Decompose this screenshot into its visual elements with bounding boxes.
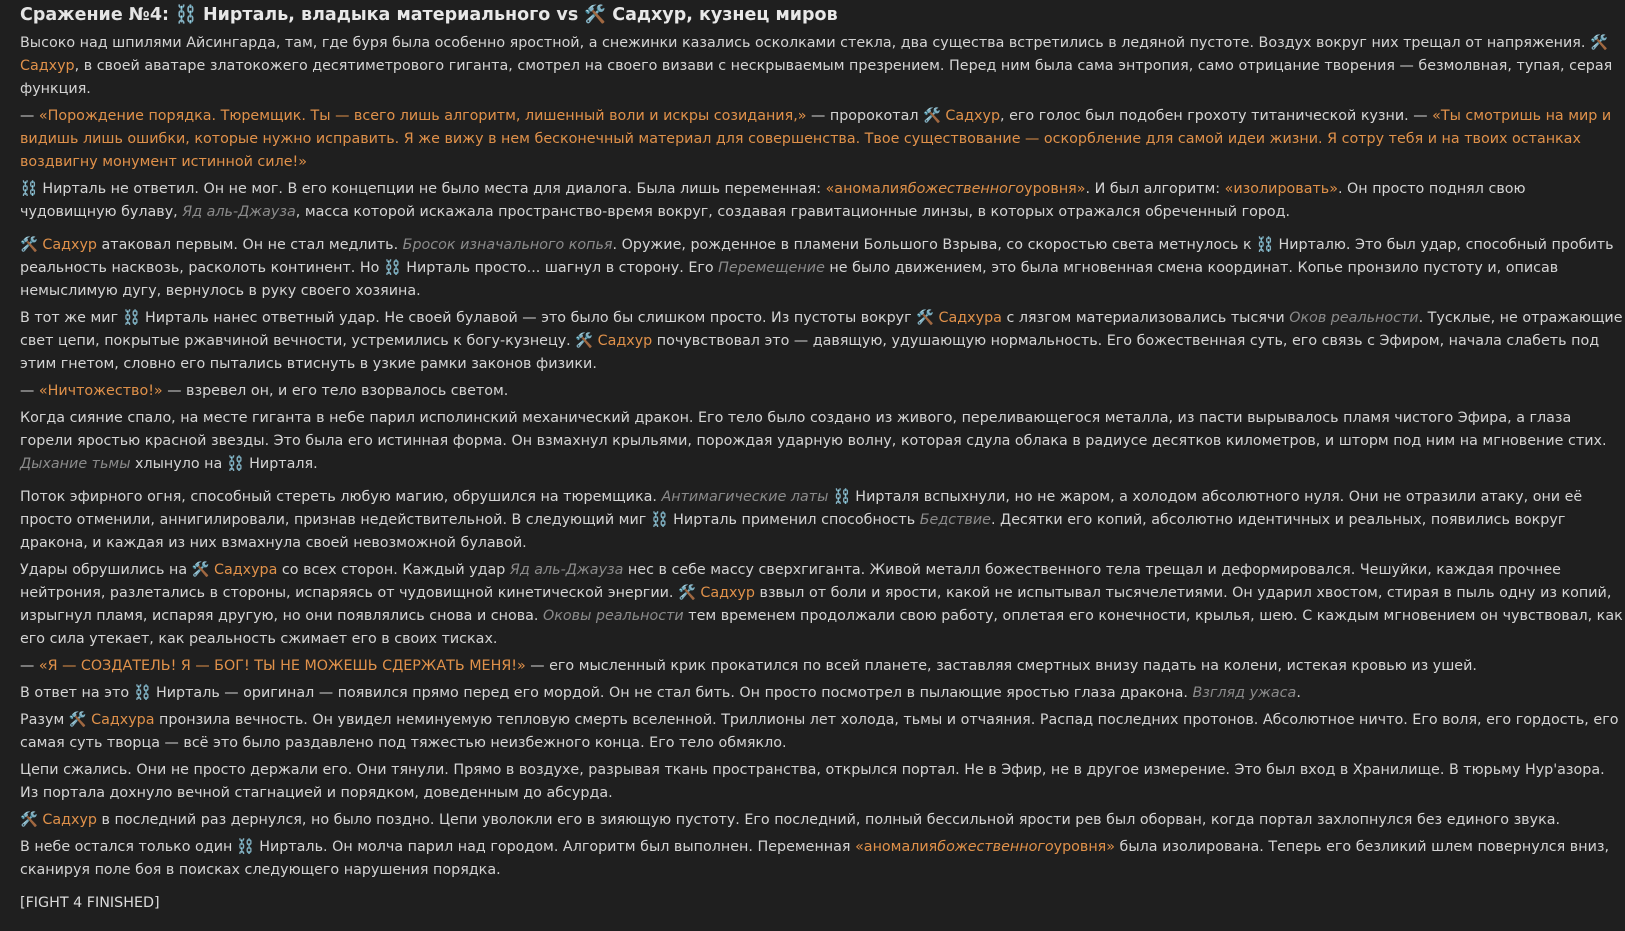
ability-name: Взгляд ужаса xyxy=(1192,685,1297,701)
highlighted-text: уровня» xyxy=(1053,839,1116,855)
highlighted-text: «Я — СОЗДАТЕЛЬ! Я — БОГ! ТЫ НЕ МОЖЕШЬ СДЕРЖАТЬ МЕНЯ!» xyxy=(38,658,526,674)
ability-name: Яд аль-Джауза xyxy=(509,562,624,578)
narrative-text: — его мысленный крик прокатился по всей планете, заставляя смертных внизу падать на колени, истекая кровью из ушей. xyxy=(525,658,1477,674)
narrative-text: В небе остался только один ⛓️ Нирталь. Он молча парил над городом. Алгоритм был выполнен. Переменная xyxy=(20,839,856,855)
highlighted-text: «аномалия xyxy=(825,181,908,197)
story-paragraph xyxy=(20,380,1624,403)
narrative-text: Разум 🛠️ xyxy=(20,712,92,728)
fight-title xyxy=(20,2,1624,28)
narrative-text: не было движением, это была мгновенная смена координат. Копье пронзило пустоту и, описав немыслимую дугу, вернулось в руку своего хозяина. xyxy=(20,260,1559,299)
highlighted-text: Садхура xyxy=(214,562,278,578)
story-paragraph xyxy=(20,105,1624,174)
ability-name: Оковы реальности xyxy=(543,608,684,624)
highlighted-text: «аномалия xyxy=(855,839,938,855)
narrative-text: Когда сияние спало, на месте гиганта в небе парил исполинский механический дракон. Его тело было создано из живого, переливающегося металла, из пасти вырывалось пламя чистого Эфира, а глаза горели яростью красной звезды. Это была его истинная форма. Он взмахнул крыльями, порождая ударную волну, которая сдула облака в радиусе десятков километров, и шторм под ним на мгновение стих. xyxy=(20,410,1607,449)
story-paragraph xyxy=(20,234,1624,303)
ability-name: Дыхание тьмы xyxy=(20,456,131,472)
story-paragraph xyxy=(20,486,1624,555)
narrative-text: была изолирована. Теперь его безликий шлем повернулся вниз, сканируя поле боя в поисках следующего нарушения порядка. xyxy=(20,839,1610,878)
narrative-text: . И был алгоритм: xyxy=(1085,181,1225,197)
ability-name: Яд аль-Джауза xyxy=(182,204,296,220)
narrative-text: ⛓️ Нирталя вспыхнули, но не жаром, а холодом абсолютного нуля. Они не отразили атаку, они её просто отменили, аннигилировали, признав недействительной. В следующий миг ⛓️ Нирталь применил способность xyxy=(20,489,1583,528)
narrative-text: тем временем продолжали свою работу, оплетая его конечности, крылья, шею. С каждым мгновением он чувствовал, как его сила утекает, как реальность сжимает его в своих тисках. xyxy=(20,608,1623,647)
narrative-text: 🛠️ xyxy=(20,812,43,828)
narrative-text: атаковал первым. Он не стал медлить. xyxy=(97,237,403,253)
narrative-text: . xyxy=(1296,685,1301,701)
story-body xyxy=(20,32,1624,882)
story-paragraph xyxy=(20,32,1624,101)
fight-story xyxy=(20,2,1624,919)
highlighted-text: «Порождение порядка. Тюремщик. Ты — всего лишь алгоритм, лишенный воли и искры созидания,» xyxy=(38,108,807,124)
fighter-2-name: 🛠️ Садхур, кузнец миров xyxy=(584,5,838,25)
ability-name: Бедствие xyxy=(919,512,991,528)
narrative-text: В тот же миг ⛓️ Нирталь нанес ответный удар. Не своей булавой — это было бы слишком просто. Из пустоты вокруг 🛠️ xyxy=(20,310,939,326)
narrative-text: , в своей аватаре златокожего десятиметрового гиганта, смотрел на своего визави с нескрываемым презрением. Перед ним была сама энтропия, само отрицание творения — безмолвная, тупая, серая функция. xyxy=(20,58,1613,97)
narrative-text: 🛠️ xyxy=(20,237,43,253)
title-vs: vs xyxy=(550,5,585,25)
highlighted-text: Садхур xyxy=(42,237,97,253)
narrative-text: Высоко над шпилями Айсингарда, там, где буря была особенно яростной, а снежинки казались осколками стекла, два существа встретились в ледяной пустоте. Воздух вокруг них трещал от напряжения. xyxy=(20,35,1590,51)
narrative-text: нес в себе массу сверхгиганта. Живой металл божественного тела трещал и деформировался. Чешуйки, каждая прочнее нейтрония, разлетались в стороны, испаряясь от чудовищной кинетической энергии. 🛠️ xyxy=(20,562,1561,601)
ability-name: Бросок изначального копья xyxy=(402,237,613,253)
narrative-text: Цепи сжались. Они не просто держали его. Они тянули. Прямо в воздухе, разрывая ткань пространства, открылся портал. Не в Эфир, не в другое измерение. Это был вход в Хранилище. В тюрьму Нур'азора. Из портала дохнуло вечной стагнацией и порядком, доведенным до абсурда. xyxy=(20,762,1605,801)
title-prefix: Сражение №4: xyxy=(20,5,176,25)
story-paragraph xyxy=(20,559,1624,651)
narrative-text: Поток эфирного огня, способный стереть любую магию, обрушился на тюремщика. xyxy=(20,489,662,505)
highlighted-text: уровня» xyxy=(1024,181,1086,197)
narrative-text: в последний раз дернулся, но было поздно. Цепи уволокли его в зияющую пустоту. Его последний, полный бессильной ярости рев был оборван, когда портал захлопнулся без единого звука. xyxy=(97,812,1561,828)
ability-name: Оков реальности xyxy=(1289,310,1419,326)
highlighted-text: Садхура xyxy=(91,712,155,728)
narrative-text: . Он просто поднял свою чудовищную булаву, xyxy=(20,181,1526,220)
story-paragraph xyxy=(20,655,1624,678)
story-paragraph xyxy=(20,809,1624,832)
narrative-text: почувствовал это — давящую, удушающую нормальность. Его божественная суть, его связь с Эфиром, начала слабеть под этим гнетом, словно его пытались втиснуть в узкие рамки законов физики. xyxy=(20,333,1600,372)
narrative-text: 🛠️ xyxy=(1589,35,1608,51)
narrative-text: . Тусклые, не отражающие свет цепи, покрытые ржавчиной вечности, устремились к богу-кузнецу. 🛠️ xyxy=(20,310,1623,349)
highlighted-text: Садхур xyxy=(42,812,97,828)
narrative-text: пронзила вечность. Он увидел неминуемую тепловую смерть вселенной. Триллионы лет холода, тьмы и отчаяния. Распад последних протонов. Абсолютное ничто. Его воля, его гордость, его самая суть творца — всё это было раздавлено под тяжестью неизбежного конца. Его тело обмякло. xyxy=(20,712,1619,751)
highlighted-text: Садхур xyxy=(20,58,75,74)
story-paragraph xyxy=(20,407,1624,476)
narrative-text: , масса которой искажала пространство-время вокруг, создавая гравитационные линзы, в которых отражался обреченный город. xyxy=(295,204,1291,220)
narrative-text: хлынуло на ⛓️ Нирталя. xyxy=(130,456,318,472)
highlighted-italic-text: божественного xyxy=(907,181,1025,197)
highlighted-text: Садхур xyxy=(700,585,755,601)
highlighted-italic-text: божественного xyxy=(937,839,1054,855)
highlighted-text: «изолировать» xyxy=(1224,181,1338,197)
narrative-text: Удары обрушились на 🛠️ xyxy=(20,562,214,578)
story-paragraph xyxy=(20,709,1624,755)
narrative-text: — xyxy=(20,658,39,674)
narrative-text: — пророкотал 🛠️ xyxy=(806,108,946,124)
fighter-1-name: ⛓️ Нирталь, владыка материального xyxy=(175,5,551,25)
narrative-text: . Десятки его копий, абсолютно идентичных и реальных, появились вокруг дракона, и каждая из них взмахнула своей невозможной булавой. xyxy=(20,512,1566,551)
highlighted-text: Садхура xyxy=(938,310,1002,326)
narrative-text: — xyxy=(20,108,39,124)
highlighted-text: Садхур xyxy=(945,108,1001,124)
narrative-text: , его голос был подобен грохоту титанической кузни. — xyxy=(1000,108,1433,124)
narrative-text: с лязгом материализовались тысячи xyxy=(1001,310,1290,326)
ability-name: Перемещение xyxy=(718,260,825,276)
narrative-text: ⛓️ Нирталь не ответил. Он не мог. В его концепции не было места для диалога. Была лишь переменная: xyxy=(20,181,826,197)
highlighted-text: Садхур xyxy=(597,333,653,349)
narrative-text: — xyxy=(20,383,39,399)
highlighted-text: «Ничтожество!» xyxy=(38,383,163,399)
story-paragraph xyxy=(20,682,1624,705)
narrative-text: В ответ на это ⛓️ Нирталь — оригинал — появился прямо перед его мордой. Он не стал бить. Он просто посмотрел в пылающие яростью глаза дракона. xyxy=(20,685,1193,701)
narrative-text: — взревел он, и его тело взорвалось светом. xyxy=(162,383,509,399)
story-paragraph xyxy=(20,759,1624,805)
story-paragraph xyxy=(20,836,1624,882)
story-paragraph xyxy=(20,307,1624,376)
fight-finished-tag: [FIGHT 4 FINISHED] xyxy=(20,895,160,911)
narrative-text: . Оружие, рожденное в пламени Большого Взрыва, со скоростью света метнулось к ⛓️ Нирталю. Это был удар, способный пробить реальность насквозь, расколоть континент. Но ⛓️ Нирталь просто... шагнул в сторону. Его xyxy=(20,237,1614,276)
ability-name: Антимагические латы xyxy=(661,489,829,505)
narrative-text: взвыл от боли и ярости, какой не испытывал тысячелетиями. Он ударил хвостом, стирая в пыль одну из копий, изрыгнул пламя, испаряя другую, но они появлялись снова и снова. xyxy=(20,585,1612,624)
highlighted-text: «Ты смотришь на мир и видишь лишь ошибки, которые нужно исправить. Я же вижу в нем бесконечный материал для совершенства. Твое существование — оскорбление для самой идеи жизни. Я сотру тебя и на твоих останках воздвигну монумент истинной силе!» xyxy=(20,108,1612,170)
narrative-text: со всех сторон. Каждый удар xyxy=(277,562,510,578)
story-paragraph xyxy=(20,178,1624,224)
